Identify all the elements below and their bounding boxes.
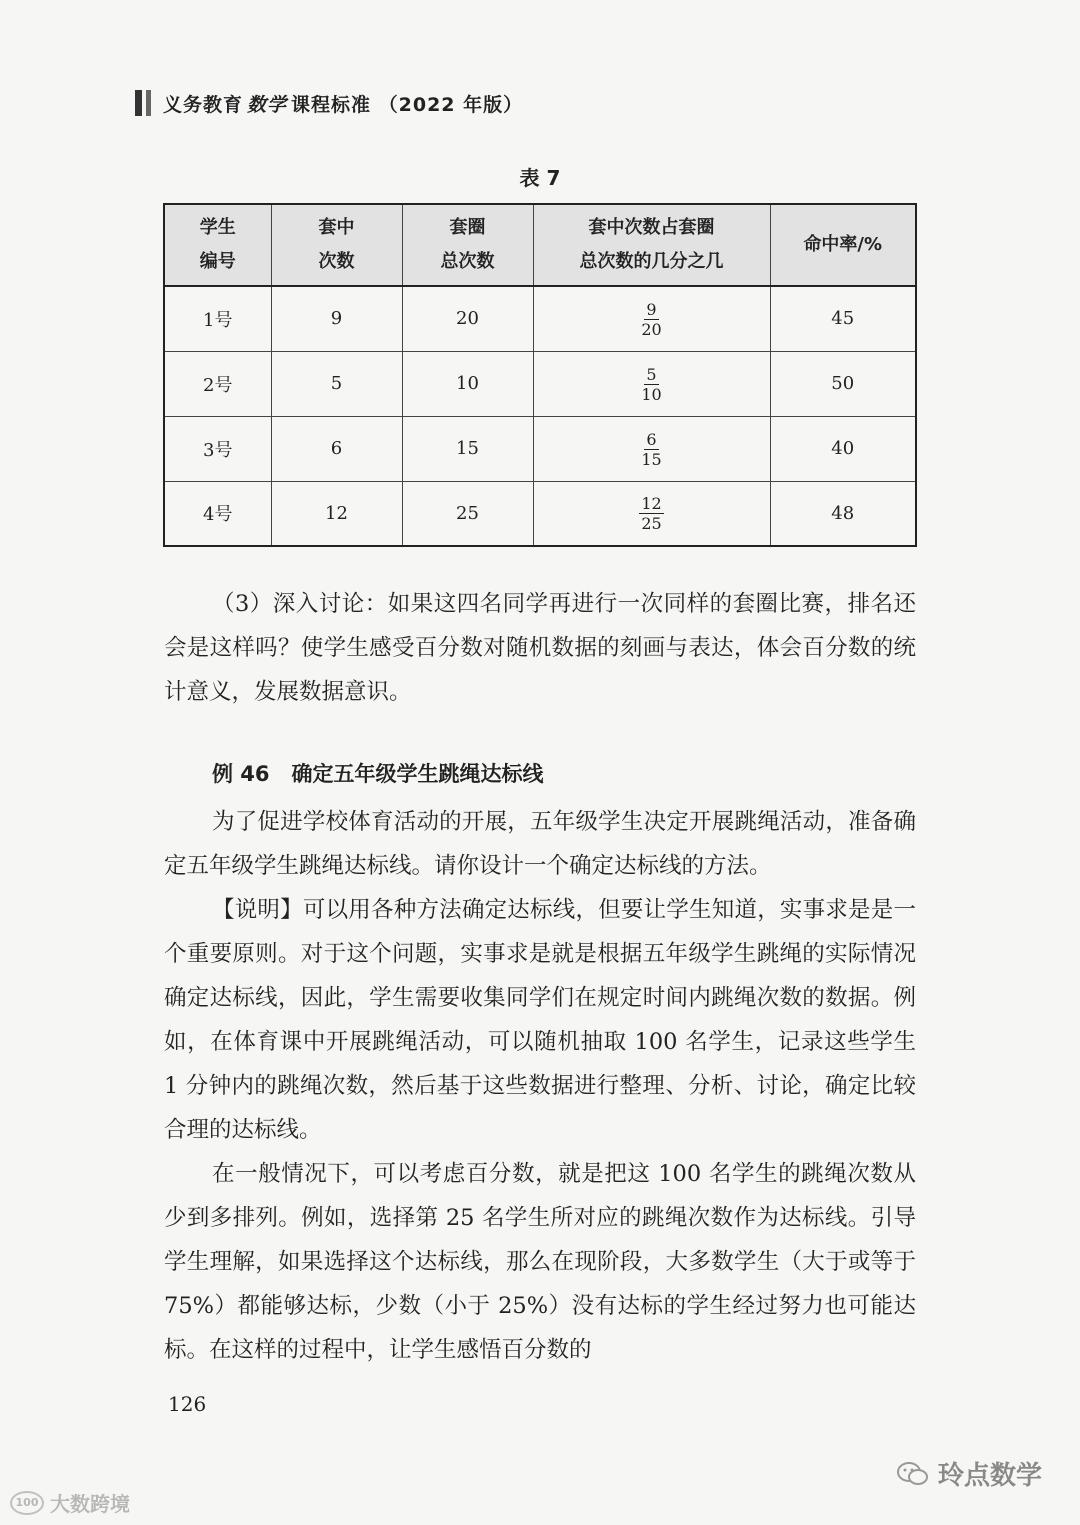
watermark-left	[10, 1488, 130, 1517]
page-number: 126	[168, 1392, 207, 1416]
fraction	[639, 494, 663, 533]
cell-hits: 9	[271, 286, 402, 351]
fraction-numerator: 12	[641, 494, 662, 514]
book-title-part1: 义务教育	[163, 93, 244, 116]
cell-fraction	[533, 286, 770, 351]
header-bars-icon	[135, 90, 151, 116]
header-fraction: 套中次数占套圈 总次数的几分之几	[533, 204, 770, 286]
cell-id: 4号	[164, 481, 271, 546]
cell-id: 1号	[164, 286, 271, 351]
book-title-part2: 课程标准 （2022 年版）	[291, 93, 524, 116]
cell-rate: 45	[770, 286, 916, 351]
wechat-icon	[896, 1460, 930, 1488]
header-student-id: 学生 编号	[164, 204, 271, 286]
example-number: 例 46	[212, 762, 270, 786]
cell-id: 3号	[164, 416, 271, 481]
cell-fraction	[533, 416, 770, 481]
paragraph: 在一般情况下，可以考虑百分数，就是把这 100 名学生的跳绳次数从少到多排列。例如，选择第 25 名学生所对应的跳绳次数作为达标线。引导学生理解，如果选择这个达标线，那么在现阶段，大多数学生（大于或等于 75%）都能够达标，少数（小于 25%）没有达标的学生经过努力也可能达标。在这样的过程中，让学生感悟百分数的	[164, 1161, 916, 1363]
cell-hits: 5	[271, 351, 402, 416]
fraction-denominator: 20	[641, 319, 662, 339]
watermark-right-text: 玲点数学	[938, 1461, 1043, 1491]
watermark-right	[896, 1455, 1042, 1492]
cell-total: 20	[402, 286, 533, 351]
cell-hits: 6	[271, 416, 402, 481]
data-table	[163, 203, 917, 547]
fraction	[641, 430, 661, 469]
table-row	[164, 416, 916, 481]
fraction-numerator: 5	[646, 364, 657, 384]
fraction	[641, 365, 661, 404]
cell-rate: 48	[770, 481, 916, 546]
table-title: 表 7	[519, 166, 561, 190]
fraction	[641, 300, 661, 339]
cell-hits: 12	[271, 481, 402, 546]
cell-rate: 50	[770, 351, 916, 416]
table-row	[164, 481, 916, 546]
running-header	[135, 88, 523, 118]
cell-rate: 40	[770, 416, 916, 481]
header-total: 套圈 总次数	[402, 204, 533, 286]
table-row	[164, 286, 916, 351]
fraction-numerator: 9	[646, 299, 657, 319]
example-title: 确定五年级学生跳绳达标线	[291, 762, 544, 786]
cell-total: 15	[402, 416, 533, 481]
paragraph: 【说明】可以用各种方法确定达标线，但要让学生知道，实事求是是一个重要原则。对于这个问题，实事求是就是根据五年级学生跳绳的实际情况确定达标线，因此，学生需要收集同学们在规定时间内跳绳次数的数据。例如，在体育课中开展跳绳活动，可以随机抽取 100 名学生，记录这些学生 1 分钟内的跳绳次数，然后基于这些数据进行整理、分析、讨论，确定比较合理的达标线。	[164, 897, 916, 1143]
fraction-denominator: 25	[641, 514, 662, 534]
watermark-logo-icon: 100	[10, 1491, 44, 1515]
cell-total: 10	[402, 351, 533, 416]
example-body	[164, 800, 916, 1372]
header-hits: 套中 次数	[271, 204, 402, 286]
table-row	[164, 351, 916, 416]
paragraph: 为了促进学校体育活动的开展，五年级学生决定开展跳绳活动，准备确定五年级学生跳绳达标线。请你设计一个确定达标线的方法。	[164, 809, 916, 879]
cell-id: 2号	[164, 351, 271, 416]
cell-fraction	[533, 481, 770, 546]
book-title	[163, 90, 523, 117]
cell-total: 25	[402, 481, 533, 546]
fraction-numerator: 6	[646, 429, 657, 449]
cell-fraction	[533, 351, 770, 416]
watermark-left-text: 大数跨境	[50, 1492, 130, 1516]
example-heading	[212, 758, 544, 788]
book-title-italic: 数学	[247, 93, 288, 116]
fraction-denominator: 15	[641, 449, 662, 469]
header-rate: 命中率/%	[770, 204, 916, 286]
table-header-row	[164, 204, 916, 286]
discussion-paragraph: （3）深入讨论：如果这四名同学再进行一次同样的套圈比赛，排名还会是这样吗？使学生感受百分数对随机数据的刻画与表达，体会百分数的统计意义，发展数据意识。	[164, 591, 916, 705]
fraction-denominator: 10	[641, 384, 662, 404]
